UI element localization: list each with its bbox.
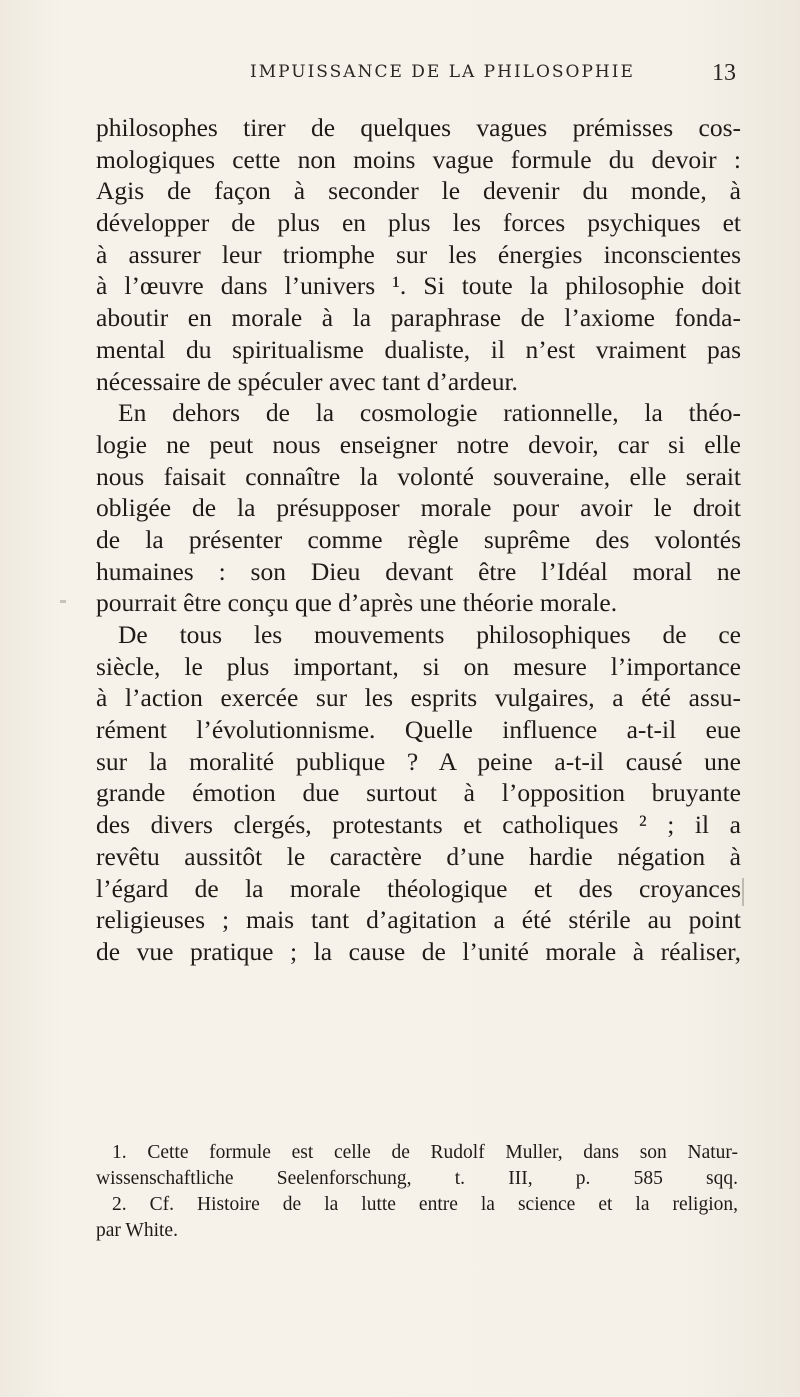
text-line: sur la moralité publique ? A peine a-t-il causé une <box>96 746 741 776</box>
running-head <box>0 62 800 92</box>
text-line: aboutir en morale à la paraphrase de l’axiome fonda- <box>96 303 741 333</box>
footnote-line: wissenschaftliche Seelenforschung, t. III, p. 585 sqq. <box>96 1168 738 1189</box>
text-line: Agis de façon à seconder le devenir du monde, à <box>96 176 741 206</box>
text-line: à assurer leur triomphe sur les énergies inconscientes <box>96 239 741 269</box>
text-line: En dehors de la cosmologie rationnelle, la théo- <box>118 398 741 428</box>
footnote-line: 2. Cf. Histoire de la lutte entre la science et la religion, <box>112 1194 738 1215</box>
running-title: IMPUISSANCE DE LA PHILOSOPHIE <box>250 62 635 82</box>
footnote-line: par White. <box>96 1220 178 1241</box>
text-line: pourrait être conçu que d’après une théorie morale. <box>96 588 618 618</box>
paper-mark <box>60 600 66 603</box>
text-line: grande émotion due surtout à l’opposition bruyante <box>96 778 741 808</box>
page-number: 13 <box>712 60 736 86</box>
text-line: nécessaire de spéculer avec tant d’ardeur. <box>96 366 518 396</box>
body-text <box>96 112 741 968</box>
text-line: l’égard de la morale théologique et des croyances <box>96 873 741 903</box>
footnotes <box>96 1140 738 1244</box>
text-line: obligée de la présupposer morale pour avoir le droit <box>96 493 741 523</box>
text-line: de la présenter comme règle suprême des volontés <box>96 524 741 554</box>
text-line: rément l’évolutionnisme. Quelle influence a-t-il eue <box>96 715 741 745</box>
paper-mark <box>742 878 744 906</box>
text-line: mologiques cette non moins vague formule du devoir : <box>96 144 741 174</box>
text-line: nous faisait connaître la volonté souveraine, elle serait <box>96 461 741 491</box>
text-line: mental du spiritualisme dualiste, il n’est vraiment pas <box>96 334 741 364</box>
text-line: à l’action exercée sur les esprits vulgaires, a été assu- <box>96 683 741 713</box>
text-line: à l’œuvre dans l’univers ¹. Si toute la philosophie doit <box>96 271 741 301</box>
text-line: humaines : son Dieu devant être l’Idéal moral ne <box>96 556 741 586</box>
text-line: siècle, le plus important, si on mesure l’importance <box>96 651 741 681</box>
text-line: religieuses ; mais tant d’agitation a été stérile au point <box>96 905 741 935</box>
text-line: des divers clergés, protestants et catholiques ² ; il a <box>96 810 741 840</box>
text-line: De tous les mouvements philosophiques de ce <box>118 620 741 649</box>
text-line: philosophes tirer de quelques vagues prémisses cos- <box>96 113 741 142</box>
text-line: développer de plus en plus les forces psychiques et <box>96 208 741 238</box>
text-line: revêtu aussitôt le caractère d’une hardie négation à <box>96 841 741 871</box>
text-line: de vue pratique ; la cause de l’unité morale à réaliser, <box>96 936 741 966</box>
footnote-line: 1. Cette formule est celle de Rudolf Muller, dans son Natur- <box>112 1142 738 1163</box>
text-line: logie ne peut nous enseigner notre devoir, car si elle <box>96 429 741 459</box>
